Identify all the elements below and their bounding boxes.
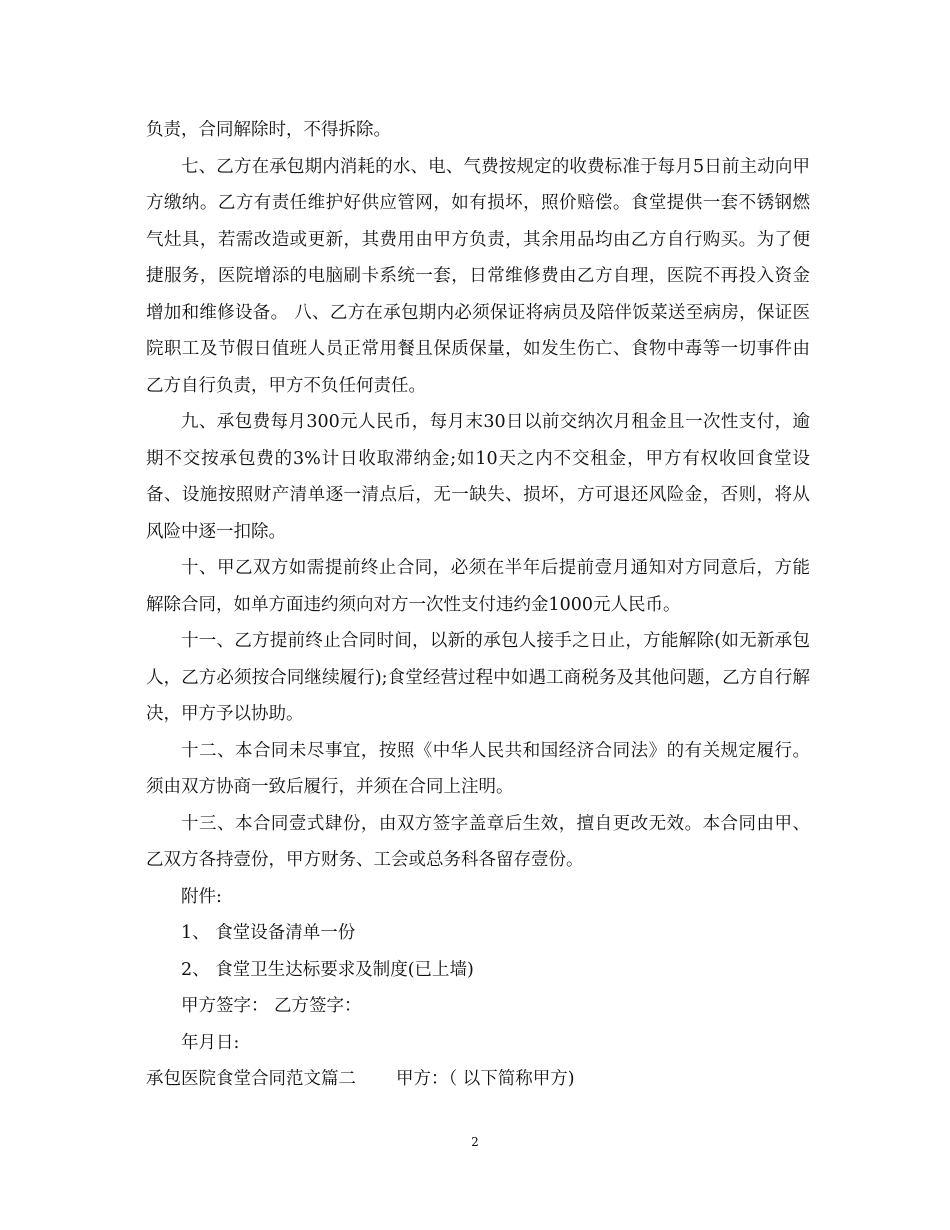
attachment-item-1: 1、 食堂设备清单一份 bbox=[181, 923, 356, 943]
clause-9: 九、承包费每月300元人民币，每月末30日以前交纳次月租金且一次性支付，逾期不交按承包费的3%计日收取滞纳金;如10天之内不交租金，甲方有权收回食堂设备、设施按照财产清单逐一清点后，无一缺失、损坏，方可退还风险金，否则，将从风险中逐一扣除。 bbox=[146, 412, 810, 542]
clause-7-8: 七、乙方在承包期内消耗的水、电、气费按规定的收费标准于每月5日前主动向甲方缴纳。乙方有责任维护好供应管网，如有损坏，照价赔偿。食堂提供一套不锈钢燃气灶具，若需改造或更新，其费用由甲方负责，其余用品均由乙方自行购买。为了便捷服务，医院增添的电脑刷卡系统一套，日常维修费由乙方自理，医院不再投入资金增加和维修设备。 八、乙方在承包期内必须保证将病员及陪伴饭菜送至病房，保证医院职工及节假日值班人员正常用餐且保质保量，如发生伤亡、食物中毒等一切事件由乙方自行负责，甲方不负任何责任。 bbox=[146, 156, 810, 396]
signature-line: 甲方签字： 乙方签字： bbox=[181, 996, 362, 1016]
party-a-label: 甲方：（ 以下简称甲方) bbox=[396, 1069, 575, 1089]
attachments-label: 附件: bbox=[181, 886, 222, 907]
paragraph-continuation: 负责，合同解除时，不得拆除。 bbox=[146, 120, 391, 140]
section-title: 承包医院食堂合同范文篇二 bbox=[146, 1069, 356, 1089]
page-number: 2 bbox=[471, 1135, 479, 1149]
document-body bbox=[146, 112, 810, 1098]
next-section-heading bbox=[146, 1061, 810, 1098]
clause-11: 十一、乙方提前终止合同时间，以新的承包人接手之日止，方能解除(如无新承包人，乙方必须按合同继续履行);食堂经营过程中如遇工商税务及其他问题，乙方自行解决，甲方予以协助。 bbox=[146, 631, 810, 724]
clause-10: 十、甲乙双方如需提前终止合同，必须在半年后提前壹月通知对方同意后，方能解除合同，如单方面违约须向对方一次性支付违约金1000元人民币。 bbox=[146, 558, 810, 615]
attachment-item-2: 2、 食堂卫生达标要求及制度(已上墙) bbox=[181, 959, 474, 980]
clause-12: 十二、本合同未尽事宜，按照《中华人民共和国经济合同法》的有关规定履行。须由双方协商一致后履行，并须在合同上注明。 bbox=[146, 740, 810, 797]
clause-13: 十三、本合同壹式肆份，由双方签字盖章后生效，擅自更改无效。本合同由甲、乙双方各持壹份，甲方财务、工会或总务科各留存壹份。 bbox=[146, 813, 810, 870]
date-line: 年月日: bbox=[181, 1032, 240, 1053]
